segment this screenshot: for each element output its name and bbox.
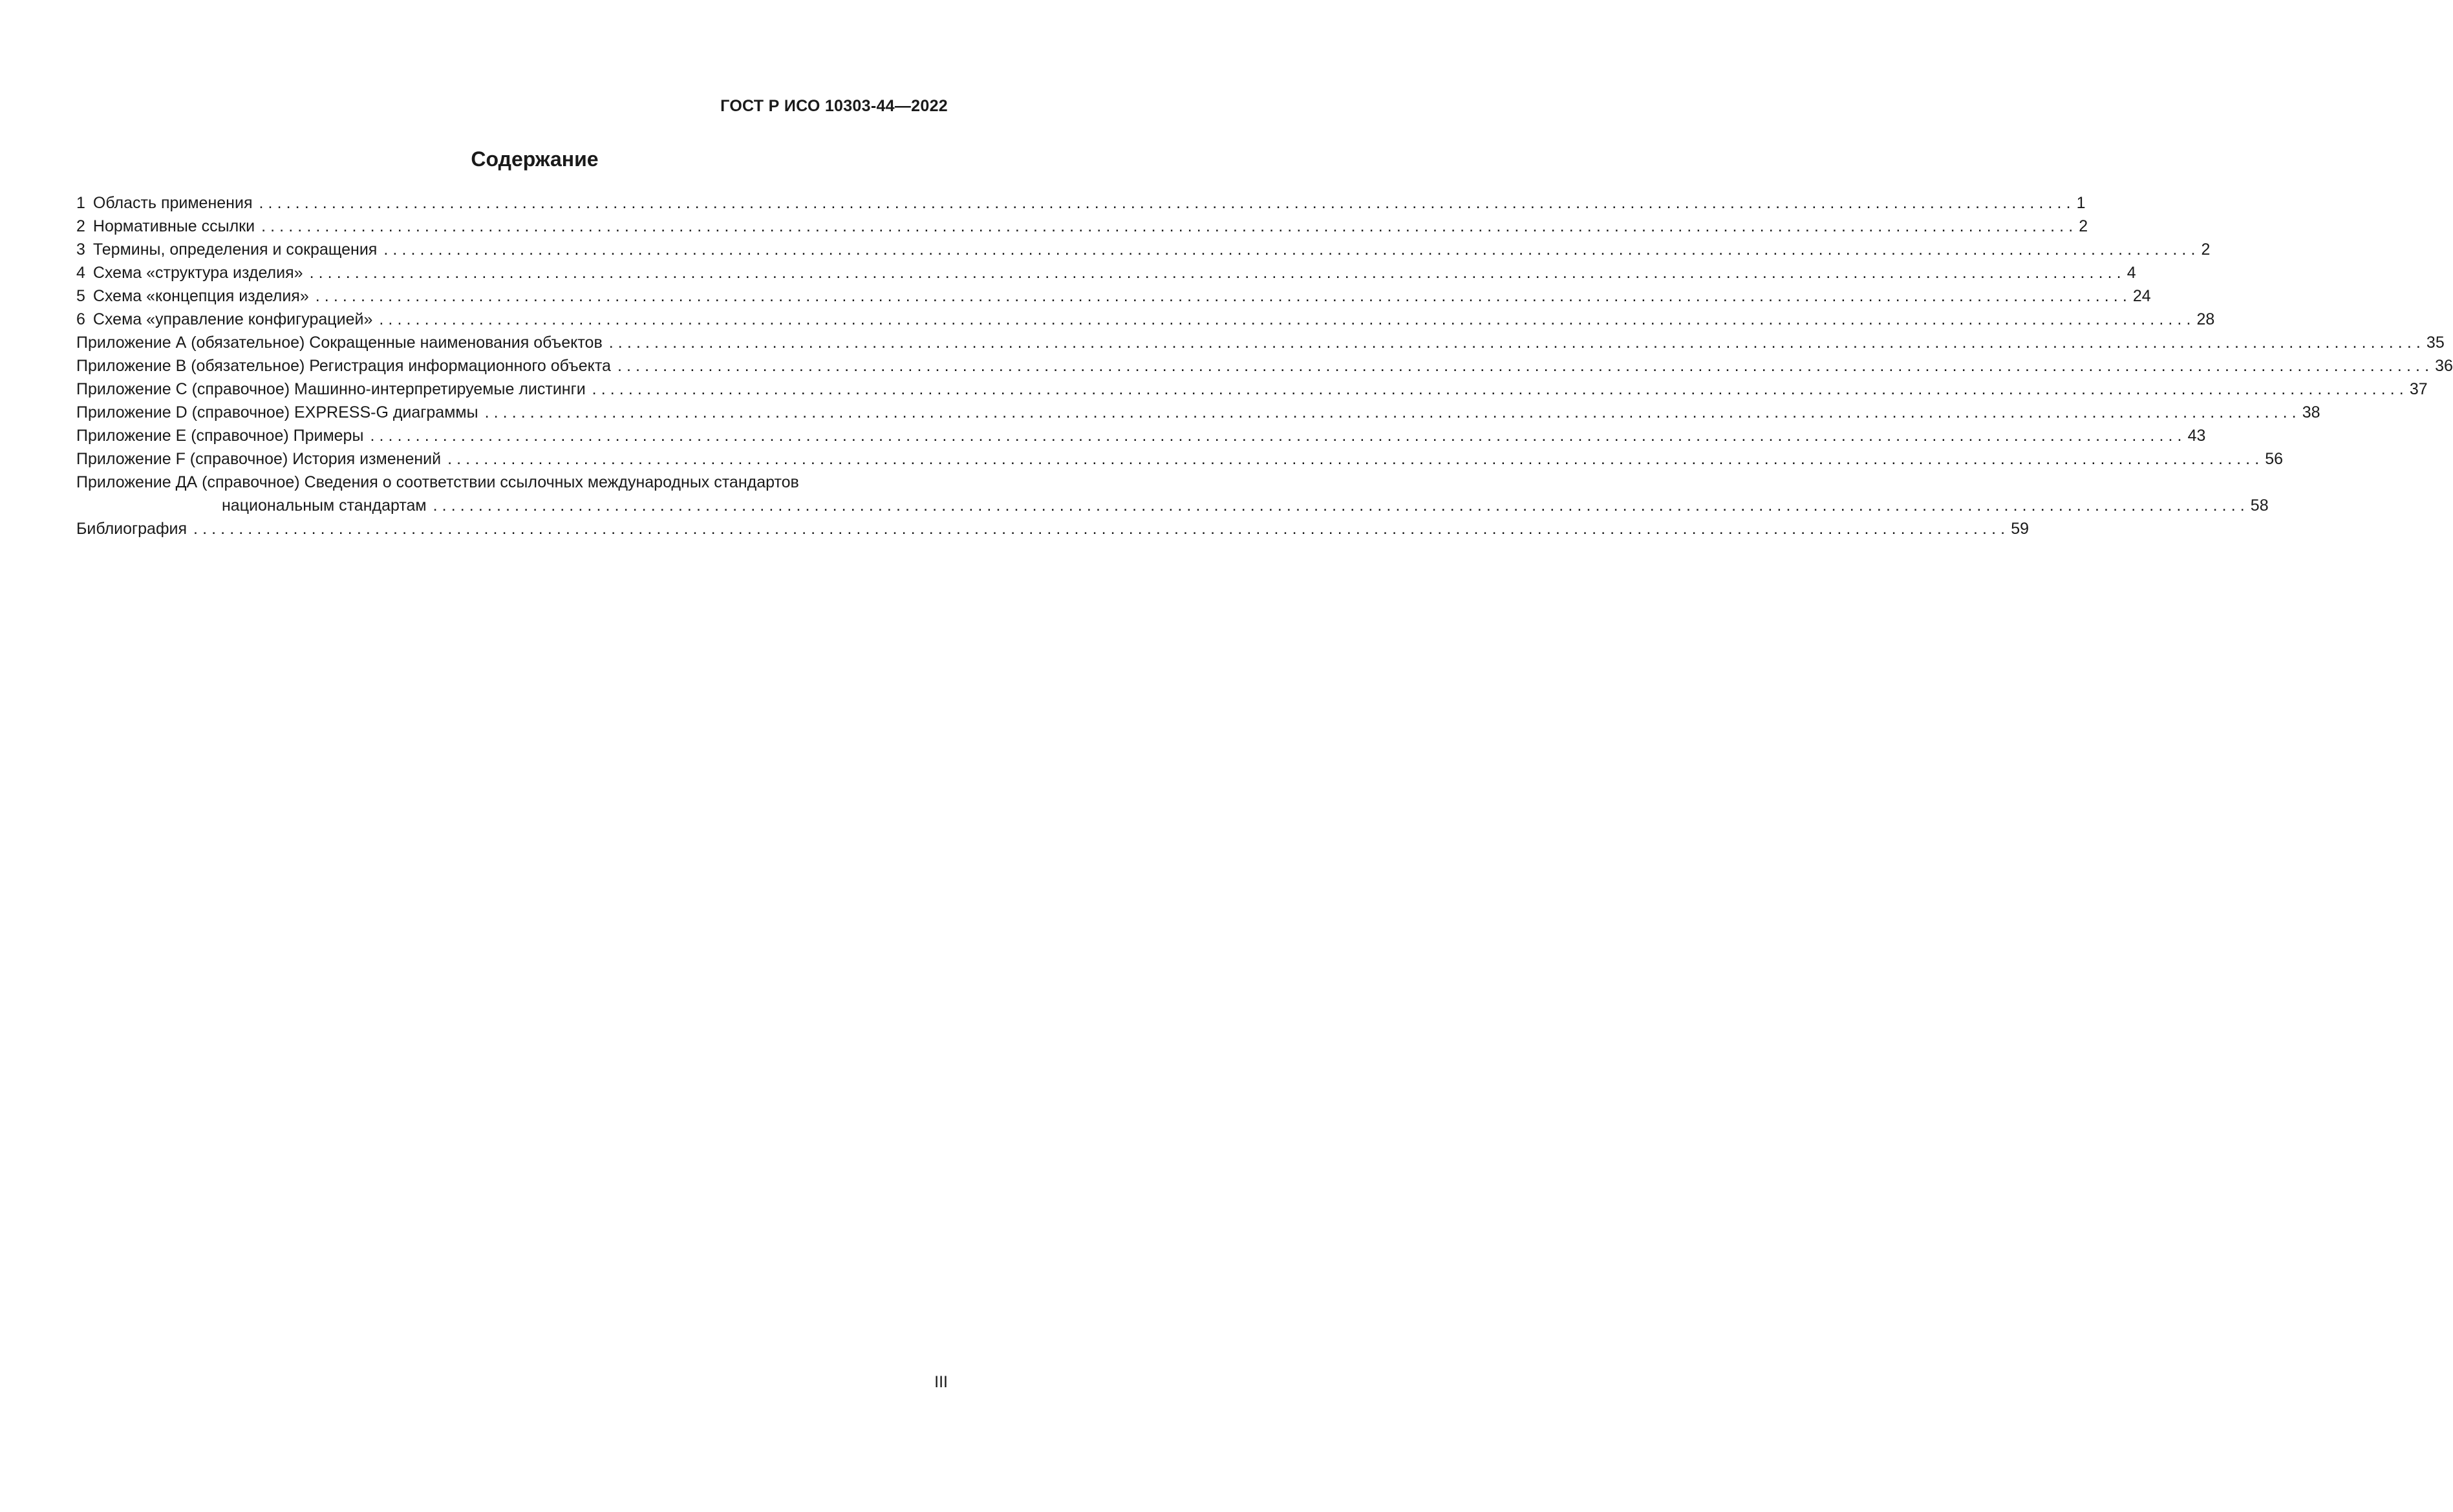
toc-entry-page: 35 [2426,334,2445,352]
toc-entry-annex-e[interactable] [76,424,2206,447]
toc-entry-page: 59 [2011,520,2030,538]
toc-entry-page: 56 [2265,450,2284,468]
dot-leader: ........................................................................................................................................................................................................ [484,403,2301,421]
toc-entry-number: 6 [76,310,85,328]
toc-entry-title: Приложение В (обязательное) Регистрация информационного объекта [76,357,611,375]
toc-entry-page: 2 [2079,217,2088,235]
toc-entry-title: Термины, определения и сокращения [92,240,378,259]
toc-entry-annex-a[interactable] [76,331,2445,354]
toc-entry-title: Схема «управление конфигурацией» [92,310,373,328]
toc-entry-title: Приложение F (справочное) История изменений [76,450,442,468]
dot-leader: ........................................................................................................................................................................................................ [193,520,2010,538]
toc-entry-title: Приложение А (обязательное) Сокращенные наименования объектов [76,334,603,352]
toc-entry-number: 3 [76,240,85,259]
dot-leader: ........................................................................................................................................................................................................ [447,450,2264,468]
toc-entry-annex-f[interactable] [76,447,2284,471]
toc-entry-page: 58 [2250,496,2269,515]
dot-leader: ........................................................................................................................................................................................................ [617,357,2434,375]
toc-entry-title: Приложение D (справочное) EXPRESS-G диаграммы [76,403,478,421]
toc-entry-page: 2 [2201,240,2211,259]
dot-leader: ........................................................................................................................................................................................................ [592,380,2408,398]
page-number: III [934,1373,948,1391]
toc-entry-title: Приложение С (справочное) Машинно-интерпретируемые листинги [76,380,586,398]
toc-title: Содержание [471,147,599,171]
toc-entry-page: 43 [2187,427,2206,445]
toc-entry-annex-da-continued[interactable] [76,494,2269,517]
toc-entry-terms[interactable] [76,238,2211,261]
toc-entry-product-structure-schema[interactable] [76,261,2136,284]
toc-entry-number: 2 [76,217,85,235]
toc-entry-title: Нормативные ссылки [92,217,255,235]
toc-entry-bibliography[interactable] [76,517,2030,540]
dot-leader: ........................................................................................................................................................................................................ [259,194,2075,212]
dot-leader: ........................................................................................................................................................................................................ [383,240,2200,259]
table-of-contents [76,191,2453,540]
toc-entry-annex-da[interactable] [76,471,948,494]
toc-entry-normative-references[interactable] [76,215,2088,238]
toc-entry-scope[interactable] [76,191,2086,215]
toc-entry-number: 1 [76,194,85,212]
toc-entry-configuration-management-schema[interactable] [76,308,2215,331]
toc-entry-number: 5 [76,287,85,305]
toc-entry-title: Схема «структура изделия» [92,264,303,282]
document-code: ГОСТ Р ИСО 10303-44—2022 [720,97,948,115]
dot-leader: ........................................................................................................................................................................................................ [370,427,2187,445]
toc-entry-title: Область применения [92,194,253,212]
toc-entry-annex-c[interactable] [76,378,2428,401]
dot-leader: ........................................................................................................................................................................................................ [379,310,2196,328]
toc-entry-number: 4 [76,264,85,282]
dot-leader: ........................................................................................................................................................................................................ [608,334,2425,352]
toc-entry-page: 28 [2196,310,2215,328]
dot-leader: ........................................................................................................................................................................................................ [315,287,2132,305]
toc-entry-title: национальным стандартам [222,496,427,515]
dot-leader: ........................................................................................................................................................................................................ [433,496,2249,515]
toc-entry-page: 36 [2435,357,2453,375]
toc-entry-page: 38 [2302,403,2320,421]
toc-entry-annex-b[interactable] [76,354,2453,378]
toc-entry-title: Приложение ДА (справочное) Сведения о соответствии ссылочных международных стандартов [76,473,799,491]
toc-entry-annex-d[interactable] [76,401,2320,424]
toc-entry-page: 1 [2076,194,2086,212]
toc-entry-title: Схема «концепция изделия» [92,287,309,305]
toc-entry-page: 37 [2409,380,2428,398]
dot-leader: ........................................................................................................................................................................................................ [261,217,2078,235]
toc-entry-title: Приложение Е (справочное) Примеры [76,427,364,445]
toc-entry-page: 4 [2126,264,2136,282]
toc-entry-page: 24 [2132,287,2151,305]
toc-entry-product-concept-schema[interactable] [76,284,2151,308]
dot-leader: ........................................................................................................................................................................................................ [309,264,2126,282]
toc-entry-title: Библиография [76,520,187,538]
